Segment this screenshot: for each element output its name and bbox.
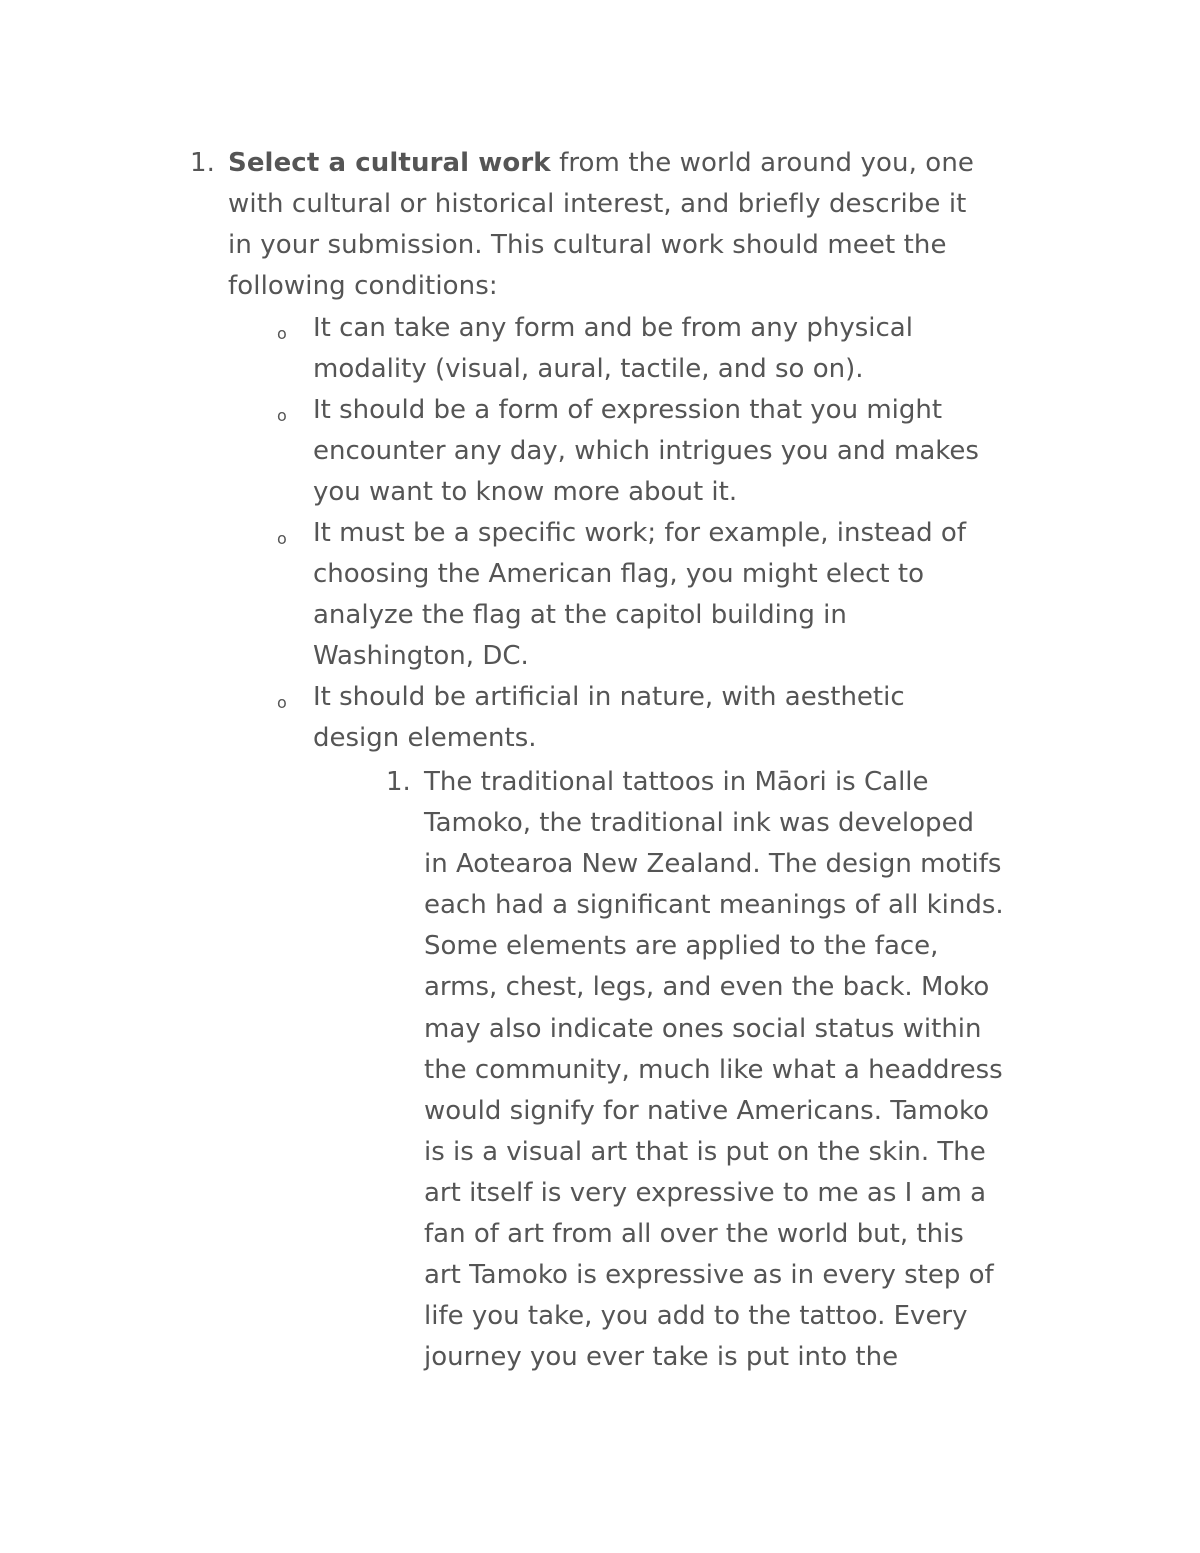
condition-line: analyze the flag at the capitol building in [313,600,847,630]
condition-line: encounter any day, which intrigues you and makes [313,436,979,466]
instruction-line-1 [228,143,1058,184]
condition-line: Washington, DC. [313,641,529,671]
condition-line: It can take any form and be from any physical [313,313,913,343]
answer-line: may also indicate ones social status within [424,1013,982,1044]
answer-line: arms, chest, legs, and even the back. Moko [424,972,990,1003]
condition-line: It should be a form of expression that you might [313,395,943,425]
bullet-marker: o [277,406,287,425]
conditions-list [277,308,1073,759]
answer-line: the community, much like what a headdress [424,1054,1003,1085]
answer-line: The traditional tattoos in Māori is Calle [424,767,929,797]
answer-line: art itself is very expressive to me as I am a [424,1177,987,1208]
condition-item [277,308,1073,390]
answer-number: 1. [386,767,411,797]
bullet-marker: o [277,324,287,343]
condition-item [277,390,1073,513]
list-item-instruction [190,143,1058,307]
answer-item [386,762,1074,1378]
instruction-line-4: following conditions: [228,271,498,301]
answer-line: would signify for native Americans. Tamoko [424,1095,990,1126]
answer-line: Tamoko, the traditional ink was developed [424,808,975,839]
answer-line: in Aotearoa New Zealand. The design motifs [424,849,1002,880]
bullet-marker: o [277,529,287,548]
condition-line: modality (visual, aural, tactile, and so on). [313,354,864,384]
condition-line: It should be artificial in nature, with aesthetic [313,682,905,712]
list-number: 1. [190,148,216,178]
condition-line: It must be a specific work; for example, instead of [313,518,966,548]
condition-line: you want to know more about it. [313,477,738,507]
instruction-bold-lead: Select a cultural work [228,148,551,178]
answer-line: each had a significant meanings of all kinds. [424,890,1004,921]
instruction-line-1-rest: from the world around you, one [550,148,974,178]
condition-item [277,513,1073,677]
instruction-line-2: with cultural or historical interest, and briefly describe it [228,189,967,219]
answer-line: Some elements are applied to the face, [424,931,939,962]
instruction-line-3: in your submission. This cultural work should meet the [228,230,947,260]
answer-line: art Tamoko is expressive as in every step of [424,1260,994,1291]
answer-line: life you take, you add to the tattoo. Every [424,1301,968,1332]
answer-line: fan of art from all over the world but, this [424,1219,964,1250]
condition-line: design elements. [313,723,537,753]
condition-item [277,677,1073,759]
bullet-marker: o [277,693,287,712]
condition-line: choosing the American flag, you might elect to [313,559,924,589]
answer-line: is is a visual art that is put on the skin. The [424,1136,986,1167]
answer-line: journey you ever take is put into the [424,1342,899,1373]
